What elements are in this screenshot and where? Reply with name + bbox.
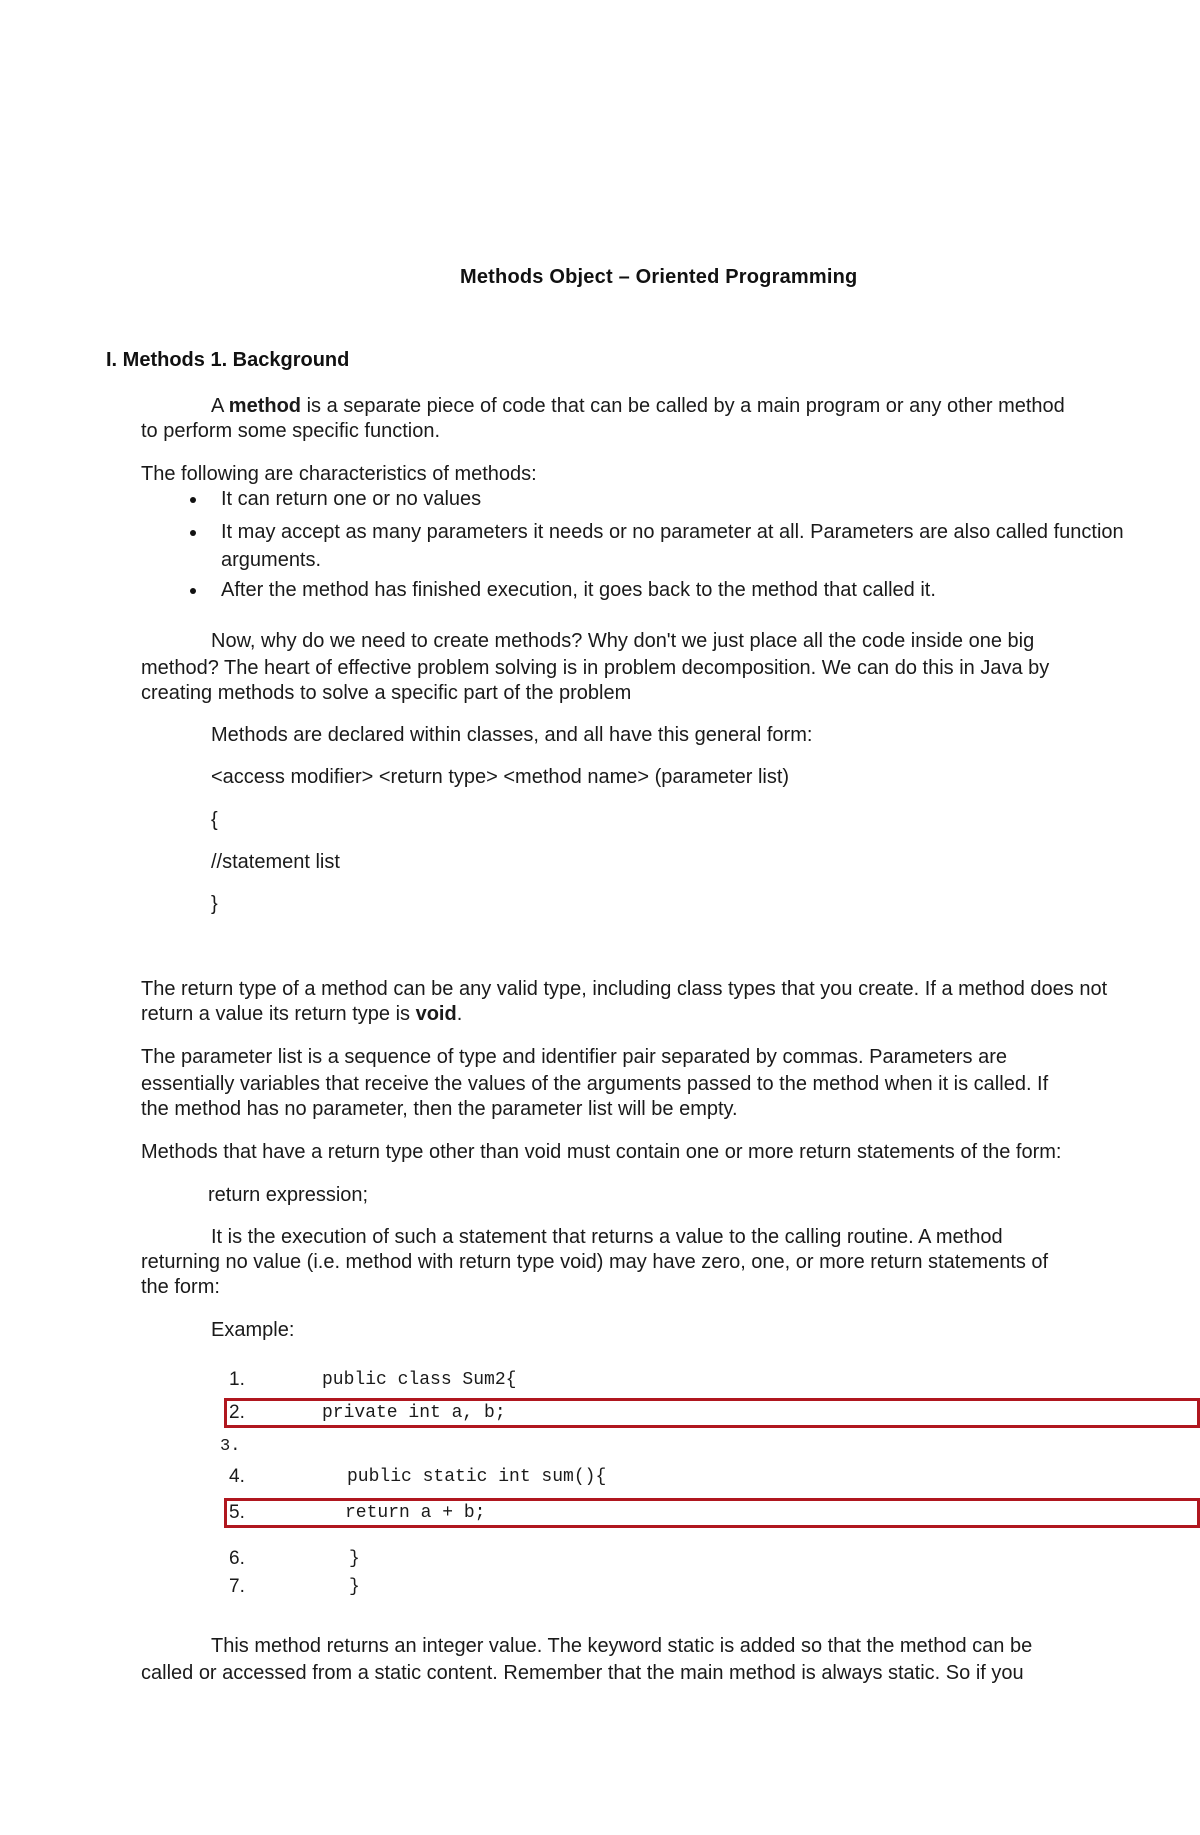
closing-paragraph-line: This method returns an integer value. The keyword static is added so that the method can be (211, 1635, 1033, 1657)
code-line-number: 4. (229, 1466, 245, 1487)
code-line-number: 5. (229, 1502, 245, 1523)
code-line: private int a, b; (322, 1403, 506, 1423)
return-type-line-2 (141, 1002, 462, 1027)
example-label: Example: (211, 1319, 295, 1341)
void-keyword: void (415, 1003, 457, 1025)
intro-text-after: is a separate piece of code that can be called by a main program or any other method (301, 395, 1065, 417)
bullet-item-continuation: arguments. (221, 549, 322, 571)
bullet-item: It can return one or no values (221, 488, 482, 510)
code-line-number: 3. (220, 1437, 241, 1456)
intro-text-before: A (211, 395, 229, 417)
return-type-text: return a value its return type is (141, 1003, 416, 1025)
characteristics-intro: The following are characteristics of methods: (141, 463, 537, 485)
code-line-number: 2. (229, 1402, 245, 1423)
code-line: } (349, 1549, 360, 1569)
document-title: Methods Object – Oriented Programming (460, 266, 858, 288)
bullet-dot (190, 588, 196, 594)
section-heading: I. Methods 1. Background (106, 349, 350, 371)
general-form-close-brace: } (211, 893, 218, 915)
bullet-item: It may accept as many parameters it needs or no parameter at all. Parameters are also called function (221, 521, 1124, 543)
why-paragraph-line: method? The heart of effective problem solving is in problem decomposition. We can do this in Java by (141, 657, 1050, 679)
execution-paragraph-line: the form: (141, 1276, 220, 1298)
code-line: return a + b; (345, 1503, 486, 1523)
general-form-signature: <access modifier> <return type> <method name> (parameter list) (211, 766, 790, 788)
code-line: } (349, 1577, 360, 1597)
intro-line-1 (211, 394, 1065, 419)
code-line-number: 6. (229, 1548, 245, 1569)
general-form-statement: //statement list (211, 851, 340, 873)
code-line: public static int sum(){ (347, 1467, 607, 1487)
bullet-dot (190, 530, 196, 536)
parameter-paragraph-line: essentially variables that receive the values of the arguments passed to the method when it is called. If (141, 1073, 1049, 1095)
return-type-period: . (456, 1003, 463, 1025)
intro-bold-term: method (228, 395, 302, 417)
general-form-intro: Methods are declared within classes, and all have this general form: (211, 724, 813, 746)
bullet-item: After the method has finished execution, it goes back to the method that called it. (221, 579, 936, 601)
execution-paragraph-line: It is the execution of such a statement that returns a value to the calling routine. A method (211, 1226, 1003, 1248)
intro-line-2: to perform some specific function. (141, 420, 441, 442)
code-line: public class Sum2{ (322, 1370, 517, 1390)
code-line-number: 1. (229, 1369, 245, 1390)
return-expression: return expression; (208, 1184, 369, 1206)
code-line-number: 7. (229, 1576, 245, 1597)
parameter-paragraph-line: the method has no parameter, then the parameter list will be empty. (141, 1098, 738, 1120)
return-statement-intro: Methods that have a return type other than void must contain one or more return statements of the form: (141, 1141, 1062, 1163)
why-paragraph-line: Now, why do we need to create methods? Why don't we just place all the code inside one big (211, 630, 1035, 652)
bullet-dot (190, 497, 196, 503)
execution-paragraph-line: returning no value (i.e. method with return type void) may have zero, one, or more return statements of (141, 1251, 1049, 1273)
closing-paragraph-line: called or accessed from a static content. Remember that the main method is always static. So if you (141, 1662, 1024, 1684)
general-form-open-brace: { (211, 809, 218, 831)
why-paragraph-line: creating methods to solve a specific part of the problem (141, 682, 632, 704)
parameter-paragraph-line: The parameter list is a sequence of type and identifier pair separated by commas. Parameters are (141, 1046, 1007, 1068)
return-type-line-1: The return type of a method can be any valid type, including class types that you create. If a method does not (141, 978, 1108, 1000)
